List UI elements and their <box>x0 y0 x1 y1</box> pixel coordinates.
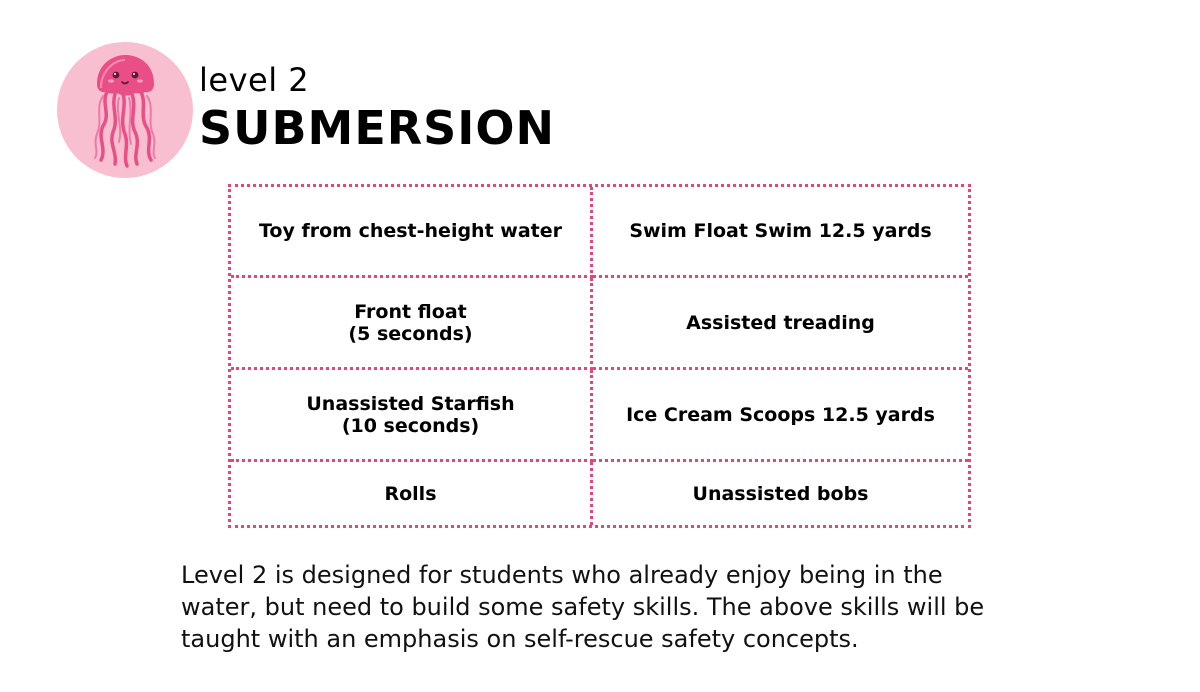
jellyfish-badge <box>57 42 193 178</box>
description-line: Level 2 is designed for students who already enjoy being in the <box>181 561 943 589</box>
level-label: level 2 <box>199 61 310 99</box>
skills-table <box>228 184 971 528</box>
skill-duration: (10 seconds) <box>341 414 480 437</box>
skill-cell <box>593 370 968 462</box>
skill-text: Unassisted bobs <box>692 482 869 505</box>
skill-text: Swim Float Swim 12.5 yards <box>629 220 932 242</box>
skill-text: Assisted treading <box>686 311 875 334</box>
skill-text: Ice Cream Scoops 12.5 yards <box>626 403 935 426</box>
skill-cell <box>231 278 593 370</box>
skill-text: Toy from chest-height water <box>258 220 562 242</box>
skill-cell <box>231 370 593 462</box>
level-description <box>181 559 1061 655</box>
description-line: taught with an emphasis on self-rescue safety concepts. <box>181 625 859 653</box>
skill-cell <box>593 187 968 278</box>
jellyfish-icon <box>57 42 193 178</box>
skill-text: Rolls <box>384 482 437 505</box>
skill-duration: (5 seconds) <box>348 322 473 345</box>
skill-text: Unassisted Starfish <box>306 392 515 415</box>
skill-cell <box>231 462 593 525</box>
skill-cell <box>231 187 593 278</box>
skill-cell <box>593 278 968 370</box>
skill-cell <box>593 462 968 525</box>
description-line: water, but need to build some safety skills. The above skills will be <box>181 593 985 621</box>
page-title: SUBMERSION <box>199 101 556 155</box>
skill-text: Front float <box>354 300 467 323</box>
